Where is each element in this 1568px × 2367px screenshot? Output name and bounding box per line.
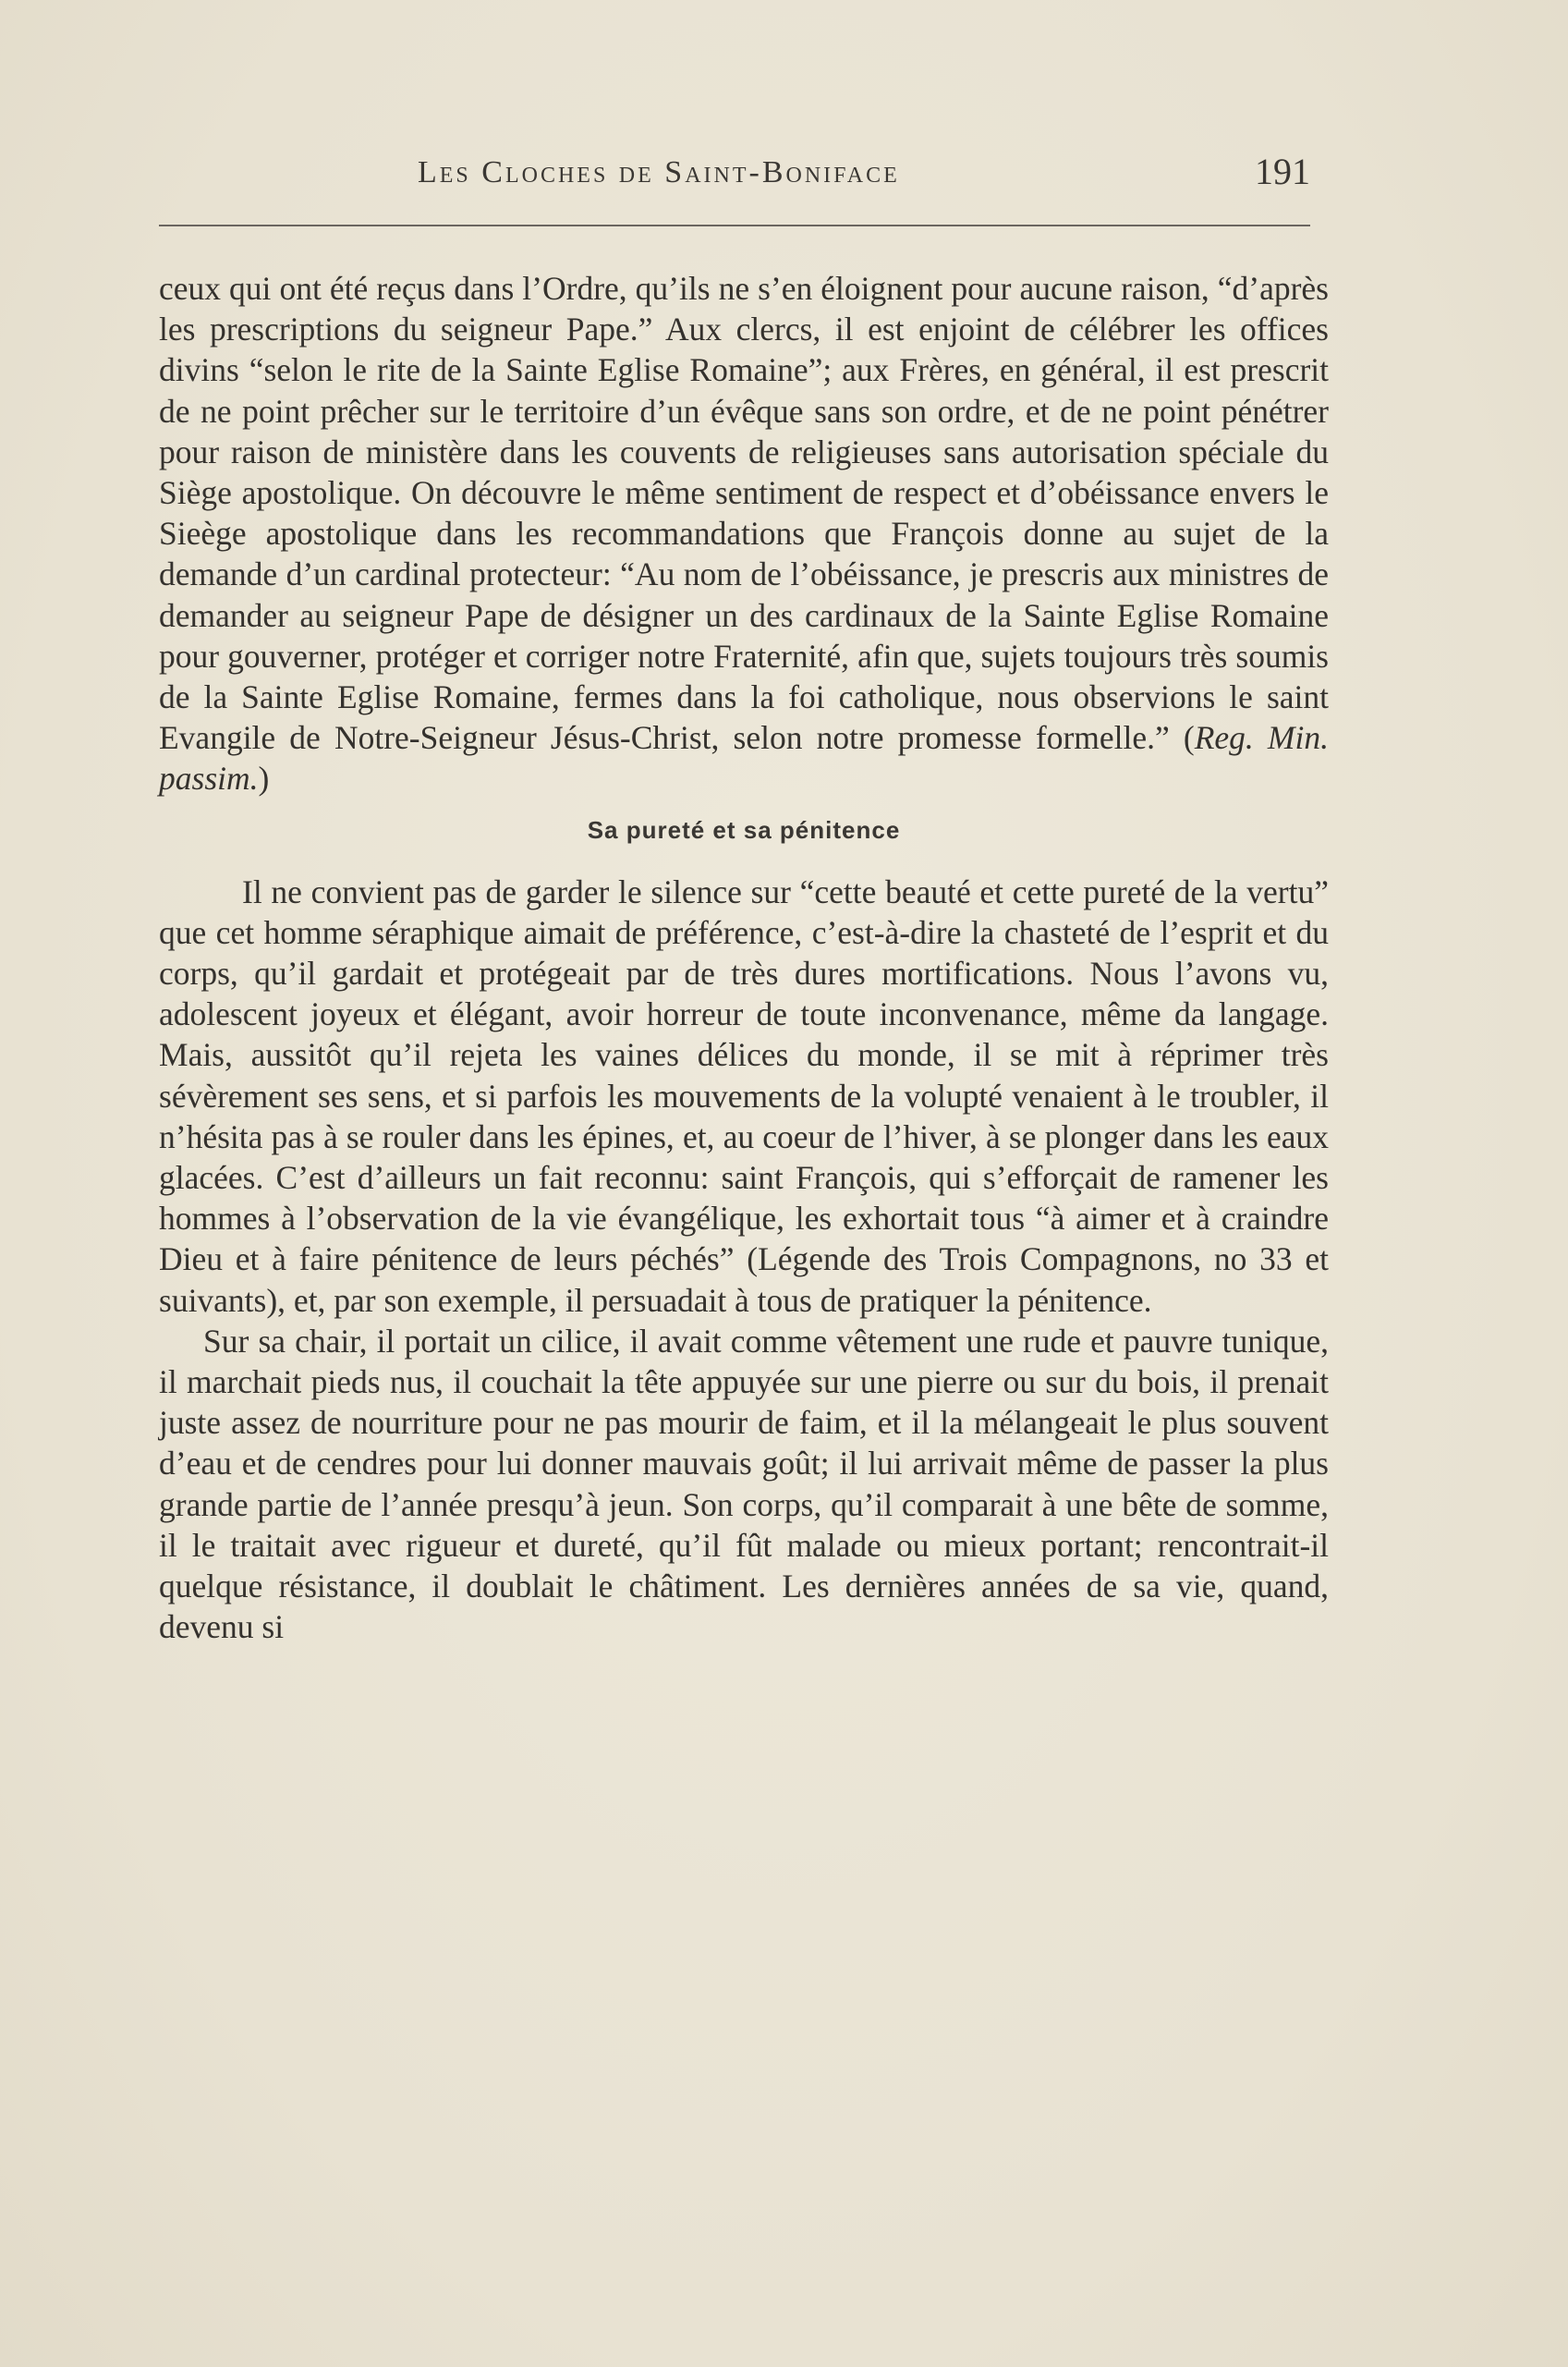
running-title: Les Cloches de Saint-Boniface — [418, 155, 900, 189]
section-heading: Sa pureté et sa pénitence — [587, 815, 901, 844]
paragraph-2: Il ne convient pas de garder le silence sur “cette beauté et cette pureté de la vertu” que cet homme séraphique aimait de préférence, c’est-à-dire la chasteté de l’esprit et du corps, qu’il gardait et protégeait par de très dures mortifications. Nous l’avons vu, adolescent joyeux et élégant, avoir horreur de toute inconvenance, même da langage. Mais, aussitôt qu’il rejeta les vaines délices du monde, il se mit à réprimer très sévèrement ses sens, et si parfois les mouvements de la volupté venaient à le troubler, il n’hésita pas à se rouler dans les épines, et, au coeur de l’hiver, à se plonger dans les eaux glacées. C’est d’ailleurs un fait reconnu: saint François, qui s’efforçait de ramener les hommes à l’observation de la vie évangélique, les exhortait tous “à aimer et à craindre Dieu et à faire pénitence de leurs péchés” (Légende des Trois Compagnons, no 33 et suivants), et, par son exemple, il persuadait à tous de pratiquer la pénitence. — [159, 872, 1329, 1319]
body-text — [159, 268, 1329, 1648]
citation: Reg. Min. passim. — [159, 719, 1329, 798]
citation-close: ) — [258, 760, 270, 798]
running-header — [159, 148, 1310, 200]
header-rule — [159, 225, 1310, 226]
page-number: 191 — [1255, 151, 1310, 192]
paragraph-1 — [159, 268, 1329, 799]
paragraph-3: Sur sa chair, il portait un cilice, il avait comme vêtement une rude et pauvre tunique, il marchait pieds nus, il couchait la tête appuyée sur une pierre ou sur du bois, il prenait juste assez de nourriture pour ne pas mourir de faim, et il la mélangeait le plus souvent d’eau et de cendres pour lui donner mauvais goût; il lui arrivait même de passer la plus grande partie de l’année presqu’à jeun. Son corps, qu’il comparait à une bête de somme, il le traitait avec rigueur et dureté, qu’il fût malade ou mieux portant; rencontrait-il quelque résistance, il doublait le châtiment. Les dernières années de sa vie, quand, devenu si — [159, 1322, 1329, 1646]
paragraph-1-text: ceux qui ont été reçus dans l’Ordre, qu’ils ne s’en éloignent pour aucune raison, “d’après les prescriptions du seigneur Pape.” Aux clercs, il est enjoint de célébrer les offices divins “selon le rite de la Sainte Eglise Romaine”; aux Frères, en général, il est prescrit de ne point prêcher sur le territoire d’un évêque sans son ordre, et de ne point pénétrer pour raison de ministère dans les couvents de religieuses sans autorisation spéciale du Siège apostolique. On découvre le même sentiment de respect et d’obéissance envers le Sieège apostolique dans les recommandations que François donne au sujet de la demande d’un cardinal protecteur: “Au nom de l’obéissance, je prescris aux ministres de demander au seigneur Pape de désigner un des cardinaux de la Sainte Eglise Romaine pour gouverner, protéger et corriger notre Fraternité, afin que, sujets toujours très soumis de la Sainte Eglise Romaine, fermes dans la foi catholique, nous observions le saint Evangile de Notre-Seigneur Jésus-Christ, selon notre promesse formelle.” ( — [159, 270, 1329, 757]
